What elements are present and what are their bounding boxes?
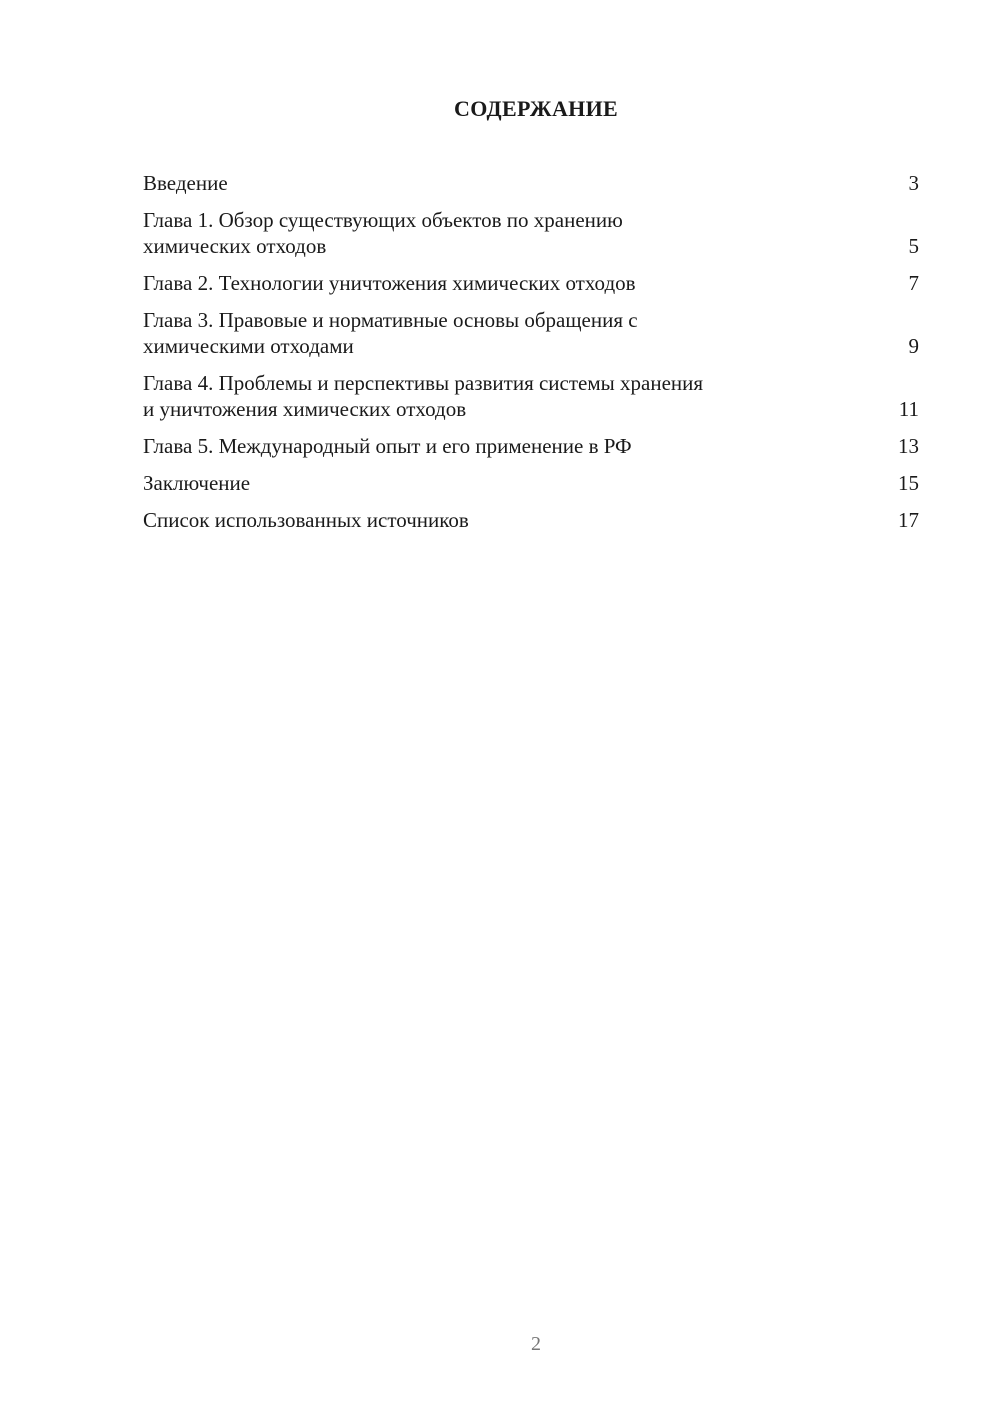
toc-entry-chapter-5 <box>143 433 919 459</box>
toc-entry-chapter-2 <box>143 270 919 296</box>
toc-entry-title: Глава 4. Проблемы и перспективы развития системы хранения и уничтожения химических отходов <box>143 371 704 421</box>
toc-entry-title: Глава 1. Обзор существующих объектов по хранению химических отходов <box>143 208 623 258</box>
toc-entry-title: Глава 3. Правовые и нормативные основы обращения с химическими отходами <box>143 308 638 358</box>
toc-entry-page: 3 <box>908 171 919 195</box>
toc-entry-page: 7 <box>908 271 919 295</box>
toc-entry-references <box>143 507 919 533</box>
toc-entry-conclusion <box>143 470 919 496</box>
table-of-contents <box>143 170 919 544</box>
toc-entry-page: 13 <box>898 434 919 458</box>
toc-entry-introduction <box>143 170 919 196</box>
toc-entry-page: 17 <box>898 508 919 532</box>
toc-entry-title: Введение <box>143 171 228 195</box>
page-title: СОДЕРЖАНИЕ <box>454 96 618 121</box>
toc-entry-title: Глава 2. Технологии уничтожения химических отходов <box>143 271 636 295</box>
page-number: 2 <box>531 1333 541 1355</box>
toc-entry-chapter-4 <box>143 370 919 422</box>
toc-entry-chapter-3 <box>143 307 919 359</box>
toc-entry-title: Глава 5. Международный опыт и его применение в РФ <box>143 434 632 458</box>
toc-entry-chapter-1 <box>143 207 919 259</box>
toc-entry-page: 15 <box>898 471 919 495</box>
toc-entry-title: Заключение <box>143 471 251 495</box>
toc-entry-page: 9 <box>908 334 919 358</box>
toc-entry-page: 5 <box>908 234 919 258</box>
toc-entry-title: Список использованных источников <box>143 508 469 532</box>
toc-entry-page: 11 <box>898 397 919 421</box>
